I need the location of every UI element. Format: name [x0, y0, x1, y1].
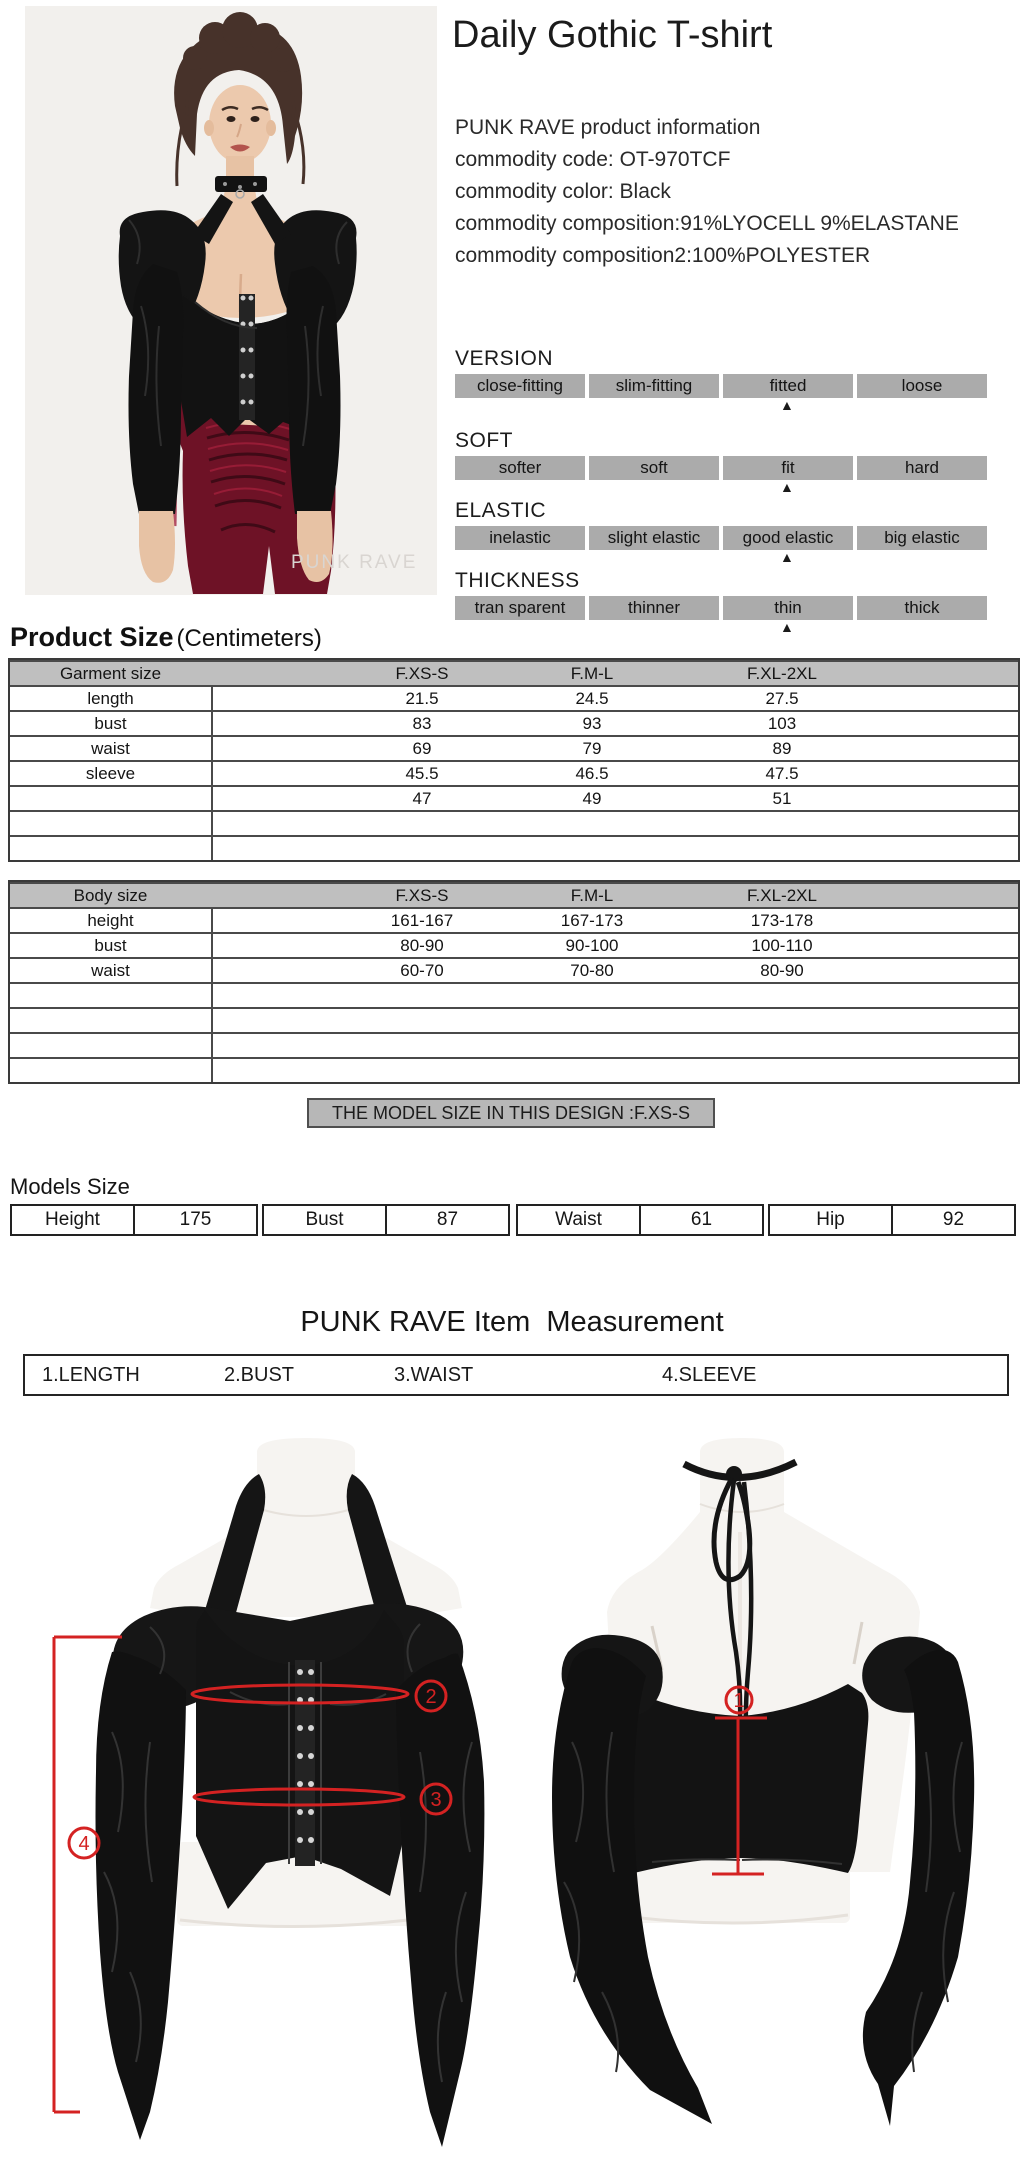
cell: 51	[772, 789, 792, 808]
table-row-empty	[10, 1032, 1018, 1057]
value: 92	[942, 1209, 965, 1230]
table-row-empty	[10, 1057, 1018, 1082]
attribute-options	[455, 596, 995, 620]
cell: 70-80	[570, 961, 614, 980]
attribute-name: THICKNESS	[455, 569, 580, 592]
selected-arrow-icon: ▲	[780, 619, 794, 635]
cell: waist	[91, 739, 130, 758]
cell: 80-90	[400, 936, 444, 955]
cell: 60-70	[400, 961, 444, 980]
table-row	[10, 710, 1018, 735]
header-cell: F.XS-S	[395, 664, 449, 683]
label: Waist	[518, 1206, 641, 1234]
header-cell: F.XL-2XL	[747, 886, 817, 905]
cell: bust	[94, 936, 127, 955]
commodity-composition2: commodity composition2:100%POLYESTER	[455, 244, 871, 267]
commodity-composition: commodity composition:91%LYOCELL 9%ELASTANE	[455, 212, 959, 235]
option-cell: soft	[589, 456, 719, 480]
svg-text:1: 1	[733, 1690, 745, 1712]
value: 175	[179, 1209, 212, 1230]
cell: 46.5	[575, 764, 609, 783]
page-title: Daily Gothic T-shirt	[452, 14, 773, 56]
selected-arrow-icon: ▲	[780, 549, 794, 565]
attribute-options	[455, 526, 995, 550]
svg-text:2: 2	[425, 1686, 437, 1708]
attribute-name: VERSION	[455, 347, 554, 370]
value: 61	[690, 1209, 713, 1230]
legend-bust: 2.BUST	[224, 1364, 295, 1386]
table-row	[10, 957, 1018, 982]
closure-strip	[295, 1660, 315, 1866]
header-cell: Garment size	[59, 664, 162, 683]
selected-arrow-icon: ▲	[780, 479, 794, 495]
table-header-row	[10, 882, 1018, 907]
option-cell: loose	[857, 374, 987, 398]
header-cell: Body size	[73, 886, 148, 905]
table-row	[10, 785, 1018, 810]
header-cell: F.M-L	[570, 664, 614, 683]
legend-length: 1.LENGTH	[42, 1364, 140, 1386]
models-size-heading: Models Size	[10, 1174, 130, 1199]
back-marker-numbers	[733, 1690, 744, 1712]
cell: 161-167	[390, 911, 454, 930]
attribute-options	[455, 456, 995, 480]
cell: 79	[582, 739, 602, 758]
product-size-title: Product Size	[10, 622, 174, 652]
option-cell: tran sparent	[455, 596, 585, 620]
cell: 21.5	[405, 689, 439, 708]
table-row	[10, 735, 1018, 760]
label: Height	[12, 1206, 135, 1234]
option-cell: fit	[723, 456, 853, 480]
model-size-box-height	[10, 1204, 258, 1236]
header-cell: F.XS-S	[395, 886, 449, 905]
table-row	[10, 907, 1018, 932]
cell: height	[87, 911, 134, 930]
svg-text:3: 3	[430, 1789, 442, 1811]
model-size-box-waist	[516, 1204, 764, 1236]
option-cell: slight elastic	[589, 526, 719, 550]
cell: 69	[412, 739, 432, 758]
cell: 167-173	[560, 911, 624, 930]
option-cell: hard	[857, 456, 987, 480]
attribute-soft	[455, 428, 995, 495]
commodity-code: commodity code: OT-970TCF	[455, 148, 731, 171]
product-size-heading	[10, 622, 322, 653]
legend-waist: 3.WAIST	[394, 1364, 474, 1386]
garment-size-table	[8, 658, 1020, 862]
table-header-row	[10, 660, 1018, 685]
table-row-empty	[10, 982, 1018, 1007]
cell: 27.5	[765, 689, 799, 708]
option-cell: thick	[857, 596, 987, 620]
selected-arrow-icon: ▲	[780, 397, 794, 413]
cell: 103	[767, 714, 797, 733]
option-cell: slim-fitting	[589, 374, 719, 398]
legend-sleeve: 4.SLEEVE	[662, 1364, 757, 1386]
product-size-unit: (Centimeters)	[176, 625, 322, 652]
attribute-name: SOFT	[455, 429, 513, 452]
cell: 90-100	[565, 936, 619, 955]
cell: 93	[582, 714, 602, 733]
attribute-thickness	[455, 568, 995, 635]
table-row-empty	[10, 835, 1018, 860]
option-cell: thin	[723, 596, 853, 620]
attribute-elastic	[455, 498, 995, 565]
model-size-box-bust	[262, 1204, 510, 1236]
watermark-text: PUNK RAVE	[291, 552, 418, 573]
option-cell: close-fitting	[455, 374, 585, 398]
table-row	[10, 932, 1018, 957]
cell: 24.5	[575, 689, 609, 708]
garment-front-photo	[0, 1412, 512, 2172]
option-cell: big elastic	[857, 526, 987, 550]
product-info-heading: PUNK RAVE product information	[455, 116, 761, 139]
measurement-heading: PUNK RAVE Item Measurement	[300, 1306, 724, 1338]
header-cell: F.M-L	[570, 886, 614, 905]
option-cell: fitted	[723, 374, 853, 398]
header-cell: F.XL-2XL	[747, 664, 817, 683]
body-size-table	[8, 880, 1020, 1084]
cell: 173-178	[750, 911, 814, 930]
cell: 47.5	[765, 764, 799, 783]
svg-text:4: 4	[78, 1833, 90, 1855]
cell: waist	[91, 961, 130, 980]
cell: 47	[412, 789, 432, 808]
commodity-color: commodity color: Black	[455, 180, 671, 203]
option-cell: inelastic	[455, 526, 585, 550]
value: 87	[436, 1209, 459, 1230]
attribute-version	[455, 346, 995, 413]
table-row-empty	[10, 810, 1018, 835]
measurement-legend-box	[23, 1354, 1009, 1396]
cell: 89	[772, 739, 792, 758]
model-size-box-hip	[768, 1204, 1016, 1236]
product-info-block	[455, 112, 959, 272]
cell: 80-90	[760, 961, 804, 980]
cell: 49	[582, 789, 602, 808]
model-size-banner: THE MODEL SIZE IN THIS DESIGN :F.XS-S	[307, 1098, 715, 1128]
attribute-options	[455, 374, 995, 398]
option-cell: good elastic	[723, 526, 853, 550]
cell: length	[87, 689, 134, 708]
attribute-name: ELASTIC	[455, 499, 547, 522]
right-sleeve	[287, 266, 341, 514]
label: Bust	[264, 1206, 387, 1234]
cell: 83	[412, 714, 432, 733]
table-row-empty	[10, 1007, 1018, 1032]
option-cell: thinner	[589, 596, 719, 620]
table-row	[10, 685, 1018, 710]
garment-back-photo	[512, 1412, 1024, 2172]
label: Hip	[770, 1206, 893, 1234]
cell: sleeve	[85, 764, 136, 783]
cell	[10, 787, 211, 810]
cell: 100-110	[751, 936, 813, 955]
cell: 45.5	[405, 764, 439, 783]
cell: bust	[94, 714, 127, 733]
option-cell: softer	[455, 456, 585, 480]
model-photo	[25, 6, 437, 595]
table-row	[10, 760, 1018, 785]
